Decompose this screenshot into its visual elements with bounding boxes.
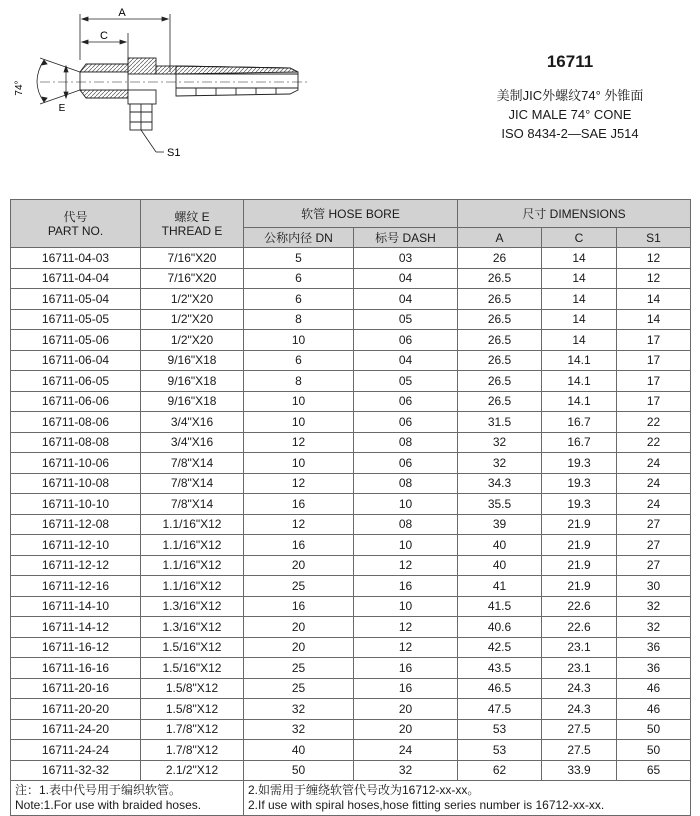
cell-a: 40 — [458, 535, 542, 556]
table-row — [11, 473, 691, 494]
header-dn: 公称内径 DN — [244, 228, 354, 248]
cell-part-no: 16711-04-04 — [11, 268, 141, 289]
cell-part-no: 16711-14-12 — [11, 617, 141, 638]
header-a: A — [458, 228, 542, 248]
cell-s1: 14 — [617, 309, 691, 330]
cell-dn: 40 — [244, 740, 354, 761]
spec-table-body — [11, 248, 691, 781]
table-row — [11, 637, 691, 658]
cell-c: 14 — [542, 268, 617, 289]
cell-c: 27.5 — [542, 719, 617, 740]
table-row — [11, 432, 691, 453]
table-row — [11, 699, 691, 720]
cell-dn: 20 — [244, 555, 354, 576]
cell-thread: 1.7/8"X12 — [141, 719, 244, 740]
cell-a: 43.5 — [458, 658, 542, 679]
cell-c: 23.1 — [542, 658, 617, 679]
cell-c: 22.6 — [542, 596, 617, 617]
cell-part-no: 16711-10-10 — [11, 494, 141, 515]
cell-dash: 20 — [354, 699, 458, 720]
cell-part-no: 16711-05-06 — [11, 330, 141, 351]
cell-dash: 12 — [354, 637, 458, 658]
note-1: 注：1.表中代号用于编织软管。 Note:1.For use with braided hoses. — [11, 781, 244, 816]
cell-dash: 10 — [354, 535, 458, 556]
cell-thread: 1.5/16"X12 — [141, 658, 244, 679]
cell-thread: 1.1/16"X12 — [141, 576, 244, 597]
cell-thread: 7/8"X14 — [141, 473, 244, 494]
cell-thread: 1.7/8"X12 — [141, 740, 244, 761]
cell-c: 19.3 — [542, 494, 617, 515]
cell-s1: 36 — [617, 658, 691, 679]
cell-part-no: 16711-16-12 — [11, 637, 141, 658]
cell-dash: 06 — [354, 412, 458, 433]
table-row — [11, 719, 691, 740]
cell-dash: 04 — [354, 350, 458, 371]
cell-s1: 12 — [617, 248, 691, 269]
cell-thread: 1/2"X20 — [141, 330, 244, 351]
cell-dn: 32 — [244, 719, 354, 740]
table-row — [11, 617, 691, 638]
cell-s1: 27 — [617, 514, 691, 535]
cell-a: 39 — [458, 514, 542, 535]
cell-a: 46.5 — [458, 678, 542, 699]
cell-thread: 1.3/16"X12 — [141, 596, 244, 617]
dimension-e-label: E — [58, 103, 66, 114]
cell-s1: 17 — [617, 371, 691, 392]
cell-c: 21.9 — [542, 535, 617, 556]
cell-dn: 50 — [244, 760, 354, 781]
description-cn: 美制JIC外螺纹74° 外锥面 — [496, 88, 644, 103]
cell-dn: 25 — [244, 678, 354, 699]
table-row — [11, 658, 691, 679]
table-row — [11, 453, 691, 474]
cell-a: 53 — [458, 719, 542, 740]
cell-c: 14 — [542, 309, 617, 330]
table-row — [11, 371, 691, 392]
table-row — [11, 350, 691, 371]
cell-c: 16.7 — [542, 412, 617, 433]
cell-dn: 6 — [244, 350, 354, 371]
title-block — [440, 52, 700, 143]
dimension-a — [80, 14, 170, 72]
cell-thread: 1.3/16"X12 — [141, 617, 244, 638]
table-row — [11, 678, 691, 699]
cell-thread: 7/16"X20 — [141, 248, 244, 269]
cell-dash: 16 — [354, 678, 458, 699]
cell-dash: 20 — [354, 719, 458, 740]
cell-part-no: 16711-20-16 — [11, 678, 141, 699]
cell-thread: 3/4"X16 — [141, 432, 244, 453]
cell-dash: 08 — [354, 432, 458, 453]
cell-c: 16.7 — [542, 432, 617, 453]
cell-part-no: 16711-12-16 — [11, 576, 141, 597]
cell-dn: 12 — [244, 473, 354, 494]
cell-c: 14 — [542, 289, 617, 310]
cell-part-no: 16711-20-20 — [11, 699, 141, 720]
cell-dn: 16 — [244, 535, 354, 556]
cell-dash: 16 — [354, 658, 458, 679]
cell-part-no: 16711-16-16 — [11, 658, 141, 679]
cell-c: 14 — [542, 330, 617, 351]
cell-dash: 06 — [354, 453, 458, 474]
cell-thread: 1.1/16"X12 — [141, 514, 244, 535]
cell-a: 53 — [458, 740, 542, 761]
table-row — [11, 248, 691, 269]
cell-dash: 08 — [354, 473, 458, 494]
table-row — [11, 330, 691, 351]
cell-dn: 10 — [244, 391, 354, 412]
cell-thread: 1.5/8"X12 — [141, 699, 244, 720]
cell-s1: 32 — [617, 617, 691, 638]
cell-dn: 6 — [244, 268, 354, 289]
table-row — [11, 391, 691, 412]
cell-a: 26.5 — [458, 371, 542, 392]
cell-dn: 12 — [244, 432, 354, 453]
cell-thread: 9/16"X18 — [141, 371, 244, 392]
cell-part-no: 16711-06-04 — [11, 350, 141, 371]
table-row — [11, 289, 691, 310]
cell-thread: 1.5/16"X12 — [141, 637, 244, 658]
cell-part-no: 16711-08-06 — [11, 412, 141, 433]
cell-part-no: 16711-10-08 — [11, 473, 141, 494]
table-row — [11, 740, 691, 761]
cell-a: 32 — [458, 432, 542, 453]
cell-dash: 06 — [354, 391, 458, 412]
cell-a: 31.5 — [458, 412, 542, 433]
s1-leader — [141, 130, 164, 152]
cell-c: 33.9 — [542, 760, 617, 781]
cell-thread: 2.1/2"X12 — [141, 760, 244, 781]
cell-c: 21.9 — [542, 576, 617, 597]
cell-dn: 25 — [244, 658, 354, 679]
cell-part-no: 16711-06-05 — [11, 371, 141, 392]
cell-s1: 65 — [617, 760, 691, 781]
table-row — [11, 760, 691, 781]
table-row — [11, 576, 691, 597]
cell-dash: 08 — [354, 514, 458, 535]
cell-c: 23.1 — [542, 637, 617, 658]
s1-label: S1 — [167, 147, 181, 159]
cell-s1: 22 — [617, 412, 691, 433]
cell-a: 40 — [458, 555, 542, 576]
cell-s1: 50 — [617, 740, 691, 761]
cell-a: 26.5 — [458, 268, 542, 289]
cell-dn: 16 — [244, 494, 354, 515]
cell-s1: 14 — [617, 289, 691, 310]
cell-c: 14 — [542, 248, 617, 269]
cell-thread: 9/16"X18 — [141, 391, 244, 412]
cell-dn: 6 — [244, 289, 354, 310]
cell-dn: 20 — [244, 617, 354, 638]
cell-s1: 24 — [617, 453, 691, 474]
cell-dn: 10 — [244, 330, 354, 351]
cell-s1: 46 — [617, 678, 691, 699]
cell-part-no: 16711-24-24 — [11, 740, 141, 761]
cell-s1: 17 — [617, 391, 691, 412]
cell-part-no: 16711-04-03 — [11, 248, 141, 269]
cell-part-no: 16711-24-20 — [11, 719, 141, 740]
cell-a: 41.5 — [458, 596, 542, 617]
standard-line: ISO 8434-2—SAE J514 — [501, 126, 639, 141]
cell-c: 14.1 — [542, 371, 617, 392]
table-row — [11, 309, 691, 330]
cell-a: 26.5 — [458, 309, 542, 330]
cell-thread: 1.5/8"X12 — [141, 678, 244, 699]
cell-s1: 24 — [617, 494, 691, 515]
cell-a: 26.5 — [458, 350, 542, 371]
cell-s1: 32 — [617, 596, 691, 617]
cell-a: 26.5 — [458, 289, 542, 310]
dimension-a-label: A — [118, 7, 126, 19]
cell-thread: 7/16"X20 — [141, 268, 244, 289]
cell-a: 34.3 — [458, 473, 542, 494]
cell-s1: 12 — [617, 268, 691, 289]
cell-part-no: 16711-05-05 — [11, 309, 141, 330]
cell-part-no: 16711-12-08 — [11, 514, 141, 535]
cell-part-no: 16711-10-06 — [11, 453, 141, 474]
cell-a: 26.5 — [458, 391, 542, 412]
cell-part-no: 16711-05-04 — [11, 289, 141, 310]
table-row — [11, 514, 691, 535]
cell-c: 21.9 — [542, 555, 617, 576]
part-number-title: 16711 — [546, 52, 594, 71]
cell-dn: 16 — [244, 596, 354, 617]
cell-dn: 10 — [244, 412, 354, 433]
table-row — [11, 535, 691, 556]
cell-part-no: 16711-08-08 — [11, 432, 141, 453]
note-2: 2.如需用于缠绕软管代号改为16712-xx-xx。 2.If use with spiral hoses,hose fitting series number is 16712-xx-xx. — [244, 781, 691, 816]
cell-thread: 1.1/16"X12 — [141, 555, 244, 576]
header-c: C — [542, 228, 617, 248]
cell-thread: 1/2"X20 — [141, 289, 244, 310]
cell-dash: 05 — [354, 309, 458, 330]
header-thread: 螺纹 E THREAD E — [141, 200, 244, 248]
cell-thread: 7/8"X14 — [141, 453, 244, 474]
cell-dn: 12 — [244, 514, 354, 535]
cell-dn: 8 — [244, 309, 354, 330]
cell-dn: 25 — [244, 576, 354, 597]
cell-dn: 20 — [244, 637, 354, 658]
description-en: JIC MALE 74° CONE — [508, 107, 632, 122]
cell-thread: 1/2"X20 — [141, 309, 244, 330]
header-dash: 标号 DASH — [354, 228, 458, 248]
cell-dash: 12 — [354, 617, 458, 638]
cell-a: 40.6 — [458, 617, 542, 638]
angle-label: 74° — [14, 80, 25, 96]
table-row — [11, 268, 691, 289]
cell-a: 62 — [458, 760, 542, 781]
header-part-no: 代号 PART NO. — [11, 200, 141, 248]
cell-c: 24.3 — [542, 699, 617, 720]
cone-angle — [37, 58, 80, 104]
cell-s1: 30 — [617, 576, 691, 597]
table-row — [11, 555, 691, 576]
table-row — [11, 412, 691, 433]
cell-part-no: 16711-14-10 — [11, 596, 141, 617]
cell-c: 14.1 — [542, 391, 617, 412]
spec-table — [10, 199, 691, 816]
cell-dash: 04 — [354, 268, 458, 289]
cell-dash: 24 — [354, 740, 458, 761]
table-row — [11, 494, 691, 515]
cell-dash: 04 — [354, 289, 458, 310]
cell-dash: 05 — [354, 371, 458, 392]
cell-thread: 3/4"X16 — [141, 412, 244, 433]
cell-dash: 03 — [354, 248, 458, 269]
cell-dash: 16 — [354, 576, 458, 597]
cell-c: 24.3 — [542, 678, 617, 699]
header-s1: S1 — [617, 228, 691, 248]
cell-c: 22.6 — [542, 617, 617, 638]
cell-c: 14.1 — [542, 350, 617, 371]
cell-s1: 22 — [617, 432, 691, 453]
cell-thread: 1.1/16"X12 — [141, 535, 244, 556]
cell-s1: 17 — [617, 350, 691, 371]
cell-a: 42.5 — [458, 637, 542, 658]
header-hose-bore: 软管 HOSE BORE — [244, 200, 458, 228]
cell-dash: 12 — [354, 555, 458, 576]
cell-dn: 8 — [244, 371, 354, 392]
cell-s1: 27 — [617, 555, 691, 576]
cell-c: 19.3 — [542, 453, 617, 474]
table-row — [11, 596, 691, 617]
fitting-body — [40, 58, 310, 130]
cell-a: 35.5 — [458, 494, 542, 515]
cell-part-no: 16711-12-10 — [11, 535, 141, 556]
cell-dash: 10 — [354, 596, 458, 617]
cell-dash: 32 — [354, 760, 458, 781]
cell-thread: 7/8"X14 — [141, 494, 244, 515]
cell-s1: 27 — [617, 535, 691, 556]
cell-a: 32 — [458, 453, 542, 474]
dimension-c-label: C — [100, 30, 108, 42]
cell-dn: 32 — [244, 699, 354, 720]
cell-s1: 24 — [617, 473, 691, 494]
cell-dn: 5 — [244, 248, 354, 269]
cell-a: 47.5 — [458, 699, 542, 720]
cell-dash: 10 — [354, 494, 458, 515]
cell-c: 27.5 — [542, 740, 617, 761]
cell-c: 19.3 — [542, 473, 617, 494]
cell-a: 41 — [458, 576, 542, 597]
cell-s1: 17 — [617, 330, 691, 351]
cell-dn: 10 — [244, 453, 354, 474]
cell-c: 21.9 — [542, 514, 617, 535]
cell-a: 26 — [458, 248, 542, 269]
cell-s1: 46 — [617, 699, 691, 720]
cell-thread: 9/16"X18 — [141, 350, 244, 371]
cell-s1: 50 — [617, 719, 691, 740]
cell-a: 26.5 — [458, 330, 542, 351]
cell-part-no: 16711-06-06 — [11, 391, 141, 412]
cell-s1: 36 — [617, 637, 691, 658]
fitting-drawing — [0, 0, 330, 175]
cell-dash: 06 — [354, 330, 458, 351]
header-dimensions: 尺寸 DIMENSIONS — [458, 200, 691, 228]
cell-part-no: 16711-32-32 — [11, 760, 141, 781]
cell-part-no: 16711-12-12 — [11, 555, 141, 576]
